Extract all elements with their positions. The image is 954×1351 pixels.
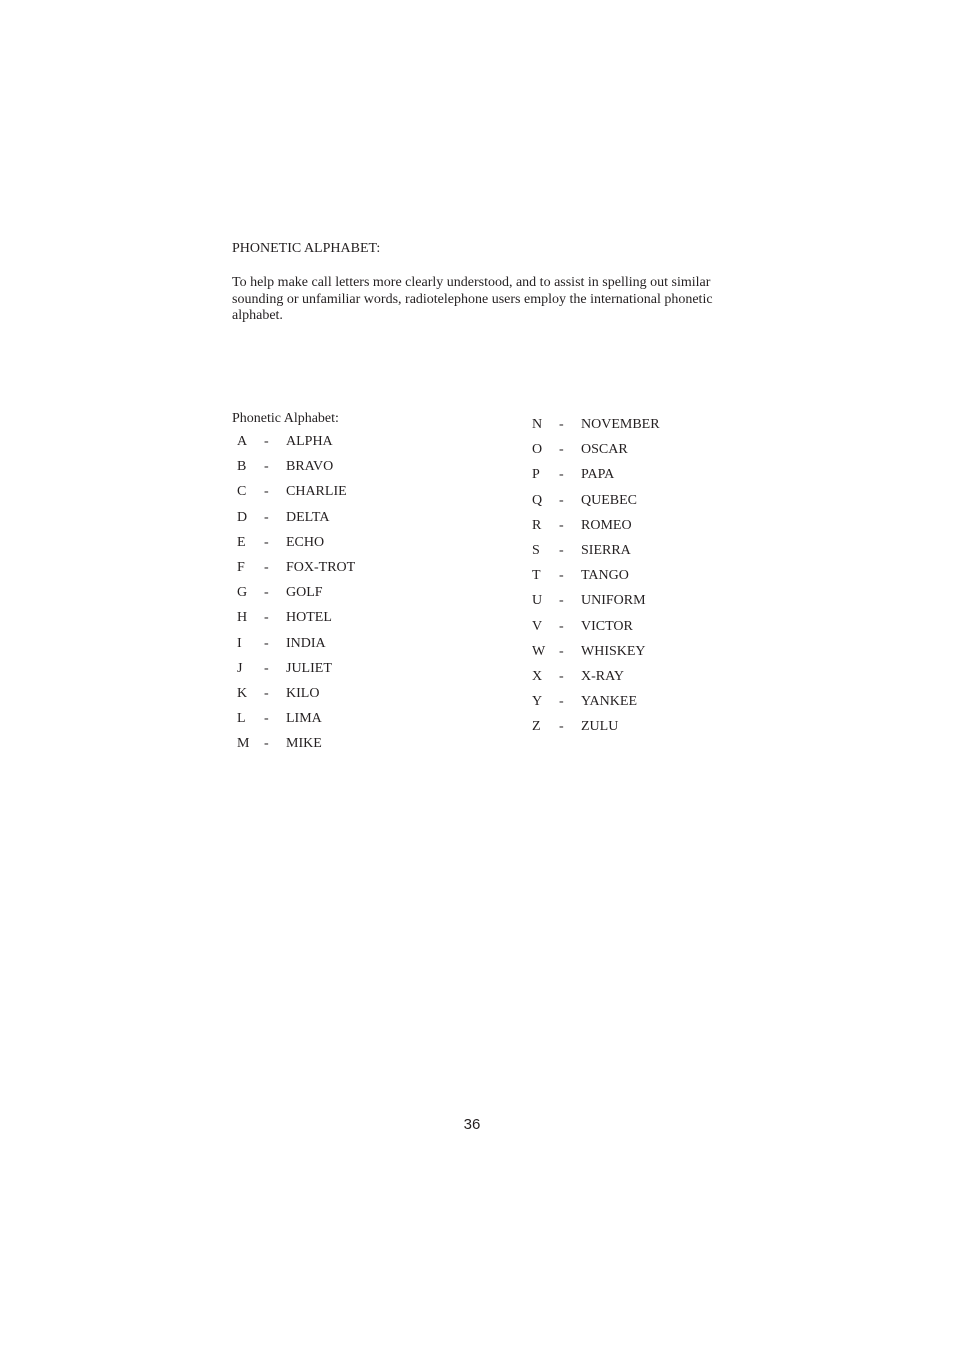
separator: - xyxy=(559,568,564,584)
letter: L xyxy=(237,711,246,727)
code-word: ECHO xyxy=(286,534,325,550)
alphabet-row xyxy=(527,719,747,744)
letter: Z xyxy=(532,719,541,735)
list-title: Phonetic Alphabet: xyxy=(232,411,339,426)
separator: - xyxy=(264,685,269,701)
alphabet-row xyxy=(232,661,452,686)
alphabet-row xyxy=(527,417,747,442)
letter: C xyxy=(237,484,247,500)
alphabet-row xyxy=(232,736,452,761)
letter: P xyxy=(532,467,540,483)
code-word: ROMEO xyxy=(581,517,632,533)
letter: B xyxy=(237,459,247,475)
alphabet-row xyxy=(232,434,452,459)
code-word: YANKEE xyxy=(581,694,637,710)
separator: - xyxy=(559,668,564,684)
code-word: INDIA xyxy=(286,635,326,651)
letter: I xyxy=(237,635,242,651)
alphabet-row xyxy=(527,669,747,694)
code-word: GOLF xyxy=(286,585,323,601)
right-column xyxy=(527,417,747,744)
letter: V xyxy=(532,618,543,634)
separator: - xyxy=(264,585,269,601)
letter: A xyxy=(237,434,248,449)
letter: Q xyxy=(532,492,543,508)
alphabet-row xyxy=(527,568,747,593)
letter: Y xyxy=(532,694,543,710)
alphabet-row xyxy=(232,686,452,711)
code-word: CHARLIE xyxy=(286,484,347,500)
code-word: ZULU xyxy=(581,719,619,735)
code-word: X-RAY xyxy=(581,668,625,684)
letter: K xyxy=(237,685,248,701)
separator: - xyxy=(559,618,564,634)
code-word: LIMA xyxy=(286,711,322,727)
page-number: 36 xyxy=(463,1116,481,1133)
code-word: ALPHA xyxy=(286,434,333,449)
separator: - xyxy=(264,736,269,752)
alphabet-row xyxy=(527,467,747,492)
letter: S xyxy=(532,542,540,558)
separator: - xyxy=(559,694,564,710)
intro-paragraph: To help make call letters more clearly understood, and to assist in spelling out similar sounding or unfamiliar words, radiotelephone users employ the international phonetic alphabet. xyxy=(232,275,713,323)
alphabet-row xyxy=(527,593,747,618)
code-word: WHISKEY xyxy=(581,643,646,659)
separator: - xyxy=(264,559,269,575)
left-column xyxy=(232,434,452,761)
alphabet-row xyxy=(527,518,747,543)
alphabet-row xyxy=(527,694,747,719)
letter: D xyxy=(237,509,248,525)
separator: - xyxy=(264,711,269,727)
alphabet-row xyxy=(527,493,747,518)
letter: J xyxy=(237,660,243,676)
separator: - xyxy=(264,434,269,449)
alphabet-row xyxy=(232,610,452,635)
code-word: TANGO xyxy=(581,568,629,584)
alphabet-row xyxy=(527,619,747,644)
code-word: KILO xyxy=(286,685,320,701)
alphabet-row xyxy=(232,636,452,661)
alphabet-row xyxy=(232,560,452,585)
alphabet-row xyxy=(527,644,747,669)
separator: - xyxy=(559,517,564,533)
letter: E xyxy=(237,534,246,550)
alphabet-row xyxy=(527,442,747,467)
code-word: FOX-TROT xyxy=(286,559,356,575)
letter: H xyxy=(237,610,248,626)
letter: U xyxy=(532,593,543,609)
code-word: BRAVO xyxy=(286,459,334,475)
separator: - xyxy=(264,459,269,475)
letter: M xyxy=(237,736,250,752)
alphabet-row xyxy=(232,711,452,736)
code-word: DELTA xyxy=(286,509,330,525)
alphabet-row xyxy=(232,510,452,535)
separator: - xyxy=(264,610,269,626)
code-word: JULIET xyxy=(286,660,332,676)
alphabet-row xyxy=(232,484,452,509)
letter: T xyxy=(532,568,541,584)
code-word: NOVEMBER xyxy=(581,417,660,432)
separator: - xyxy=(559,593,564,609)
separator: - xyxy=(559,492,564,508)
separator: - xyxy=(264,635,269,651)
separator: - xyxy=(264,660,269,676)
alphabet-row xyxy=(232,459,452,484)
code-word: HOTEL xyxy=(286,610,332,626)
letter: O xyxy=(532,442,543,458)
code-word: QUEBEC xyxy=(581,492,637,508)
separator: - xyxy=(559,467,564,483)
code-word: OSCAR xyxy=(581,442,628,458)
letter: G xyxy=(237,585,248,601)
code-word: MIKE xyxy=(286,736,322,752)
separator: - xyxy=(559,719,564,735)
letter: R xyxy=(532,517,542,533)
letter: W xyxy=(532,643,546,659)
code-word: PAPA xyxy=(581,467,615,483)
section-heading: PHONETIC ALPHABET: xyxy=(232,241,381,256)
separator: - xyxy=(559,643,564,659)
code-word: VICTOR xyxy=(581,618,633,634)
separator: - xyxy=(559,417,564,432)
code-word: SIERRA xyxy=(581,542,631,558)
alphabet-row xyxy=(232,535,452,560)
letter: X xyxy=(532,668,543,684)
separator: - xyxy=(559,442,564,458)
alphabet-row xyxy=(232,585,452,610)
separator: - xyxy=(264,484,269,500)
code-word: UNIFORM xyxy=(581,593,646,609)
separator: - xyxy=(264,534,269,550)
letter: N xyxy=(532,417,543,432)
separator: - xyxy=(264,509,269,525)
separator: - xyxy=(559,542,564,558)
letter: F xyxy=(237,559,245,575)
alphabet-row xyxy=(527,543,747,568)
